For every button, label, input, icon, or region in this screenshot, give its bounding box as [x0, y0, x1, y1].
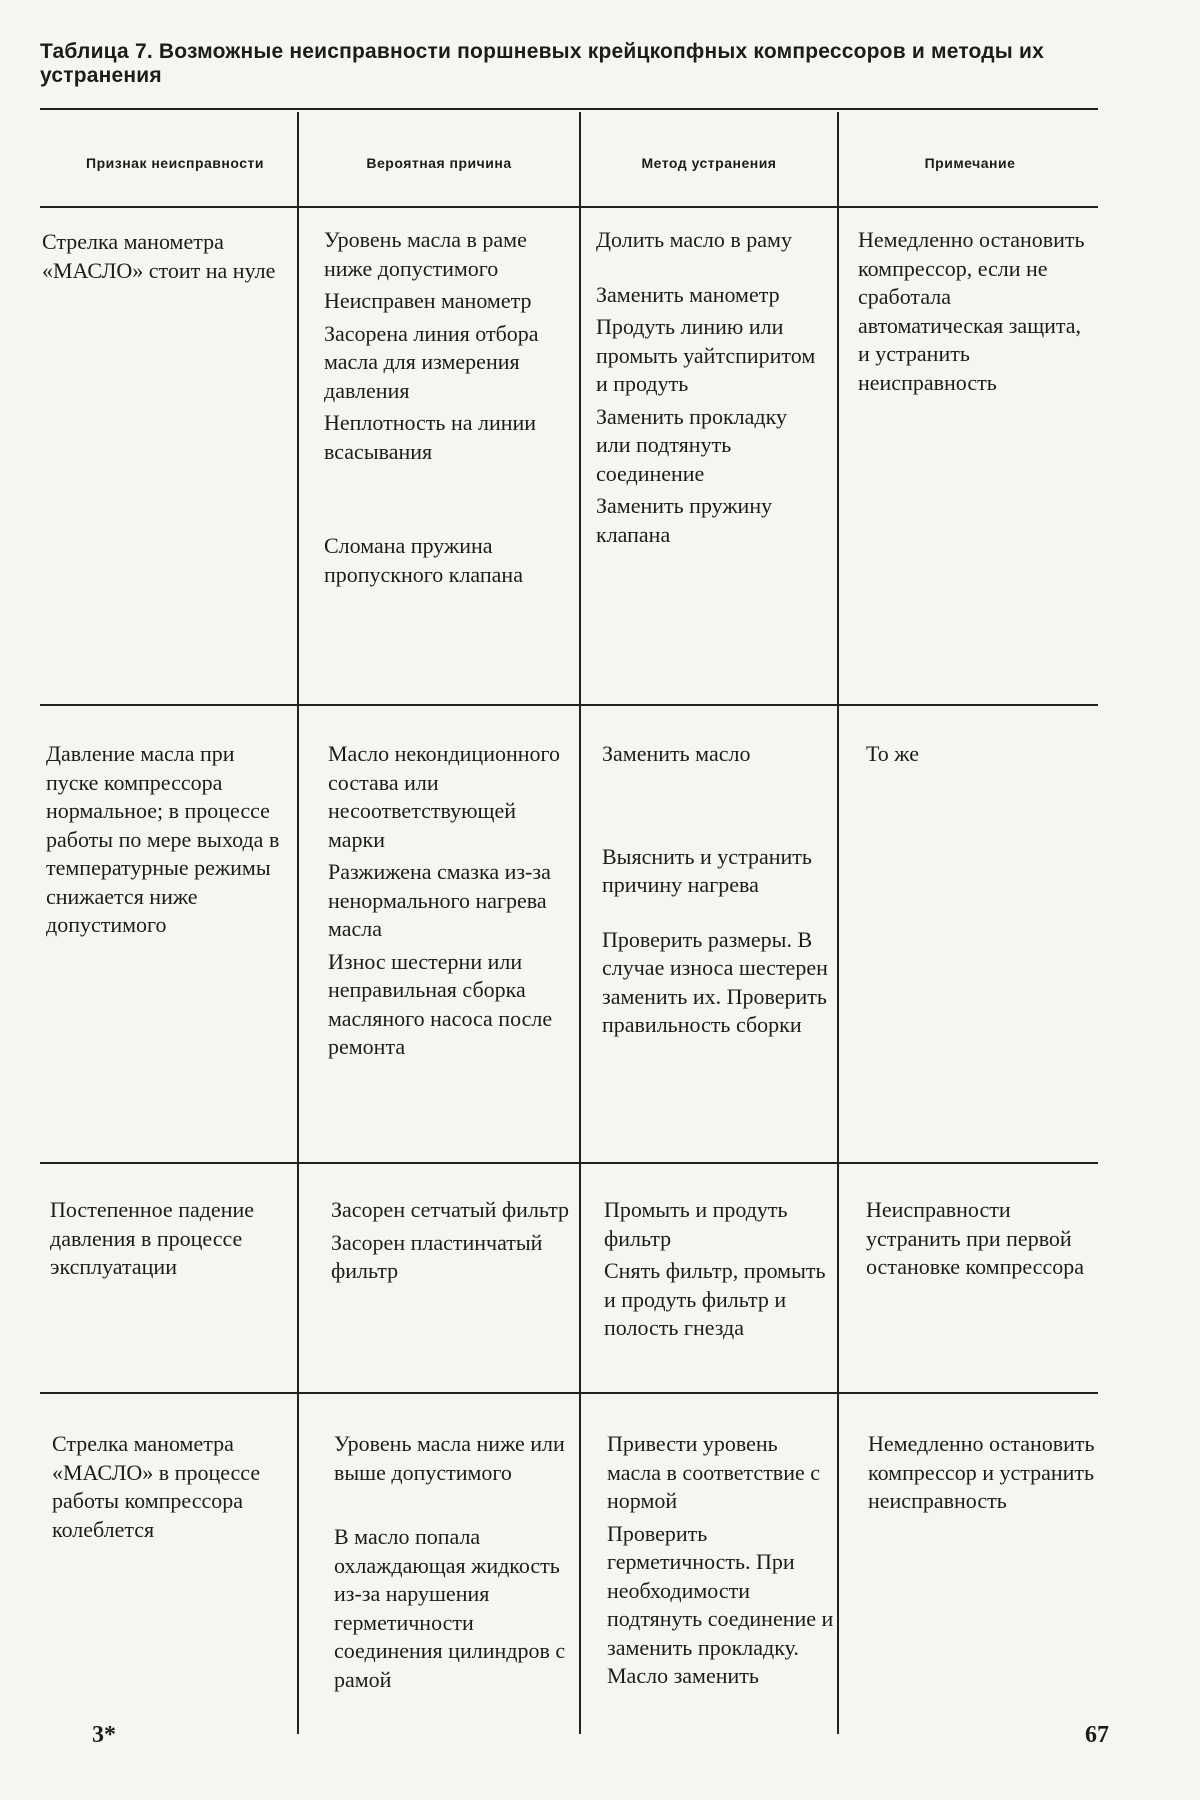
table-row-3-note [866, 1196, 1096, 1286]
remedy-item: Заменить масло [602, 741, 751, 766]
note-text: Неисправности устранить при первой остановке компрессора [866, 1197, 1084, 1279]
header-bottom-rule [40, 206, 1098, 208]
note-text: Немедленно остановить компрессор, если не сработала автоматическая защита, и устранить неисправность [858, 227, 1085, 395]
table-row-4-remedies [607, 1430, 835, 1695]
page-title: Таблица 7. Возможные неисправности поршневых крейцкопфных компрессоров и методы их устранения [40, 40, 1044, 87]
cause-item: Засорена линия отбора масла для измерения давления [324, 320, 539, 403]
row-divider [40, 1162, 1098, 1164]
symptom-text: Давление масла при пуске компрессора нормальное; в процессе работы по мере выхода в температурные режимы снижается ниже допустимого [46, 741, 280, 937]
table-row-2-symptom [46, 740, 284, 944]
table-row-3-symptom [50, 1196, 288, 1286]
table-row-1-remedies [596, 226, 824, 553]
remedy-item: Заменить пружину клапана [596, 493, 773, 547]
remedy-item: Привести уровень масла в соответствие с нормой [607, 1431, 820, 1513]
remedy-item: Заменить прокладку или подтянуть соединение [596, 403, 787, 486]
cause-item: Масло некондиционного состава или несоответствующей марки [328, 741, 560, 852]
header-remedy: Метод устранения [641, 154, 777, 171]
cause-item: Разжижена смазка из-за ненормального нагрева масла [328, 859, 551, 941]
table-row-3-remedies [604, 1196, 832, 1347]
header-note: Примечание [924, 154, 1016, 171]
remedy-item: Выяснить и устранить причину нагрева [602, 843, 812, 897]
row-divider [40, 704, 1098, 706]
cause-item: Неплотность на линии всасывания [324, 410, 537, 464]
cause-item: Сломана пружина пропускного клапана [324, 533, 523, 587]
table-row-1-symptom [42, 228, 280, 289]
table-row-4-symptom [52, 1430, 290, 1548]
symptom-text: Стрелка манометра «МАСЛО» в процессе работы компрессора колеблется [52, 1431, 261, 1542]
cause-item: Неисправен манометр [324, 288, 532, 313]
cause-item: В масло попала охлаждающая жидкость из-за нарушения герметичности соединения цилиндров с рамой [334, 1524, 566, 1692]
page-left-mark: 3* [92, 1722, 116, 1748]
header-cause: Вероятная причина [366, 154, 512, 171]
table-row-1-causes [324, 226, 564, 593]
remedy-item: Продуть линию или промыть уайтспиритом и продуть [596, 314, 816, 396]
cause-item: Уровень масла в раме ниже допустимого [324, 227, 527, 281]
table-row-2-note [866, 740, 1096, 773]
remedy-item: Проверить размеры. В случае износа шестерен заменить их. Проверить правильность сборки [602, 926, 828, 1037]
note-text: Немедленно остановить компрессор и устранить неисправность [868, 1431, 1095, 1513]
remedy-item: Заменить манометр [596, 281, 780, 307]
column-divider [579, 112, 581, 1734]
header-symptom: Признак неисправности [86, 154, 264, 171]
table-row-2-causes [328, 740, 568, 1066]
cause-item: Износ шестерни или неправильная сборка масляного насоса после ремонта [328, 948, 553, 1059]
table-row-1-note [858, 226, 1096, 401]
remedy-item: Проверить герметичность. При необходимости подтянуть соединение и заменить прокладку. Масло заменить [607, 1520, 834, 1688]
page-number: 67 [1085, 1722, 1109, 1748]
table-row-4-note [868, 1430, 1096, 1520]
column-divider [297, 112, 299, 1734]
row-divider [40, 1392, 1098, 1394]
table-row-2-remedies [602, 740, 830, 1044]
cause-item: Засорен пластинчатый фильтр [331, 1229, 543, 1283]
table-top-rule [40, 108, 1098, 110]
remedy-item: Снять фильтр, промыть и продуть фильтр и полость гнезда [604, 1258, 826, 1340]
note-text: То же [866, 741, 919, 766]
remedy-item: Долить масло в раму [596, 227, 792, 252]
table-row-4-causes [334, 1430, 574, 1698]
cause-item: Уровень масла ниже или выше допустимого [334, 1431, 565, 1485]
symptom-text: Постепенное падение давления в процессе эксплуатации [50, 1197, 255, 1279]
column-divider [837, 112, 839, 1734]
remedy-item: Промыть и продуть фильтр [604, 1197, 788, 1251]
table-row-3-causes [331, 1196, 571, 1290]
symptom-text: Стрелка манометра «МАСЛО» стоит на нуле [42, 229, 276, 283]
cause-item: Засорен сетчатый фильтр [331, 1197, 570, 1222]
